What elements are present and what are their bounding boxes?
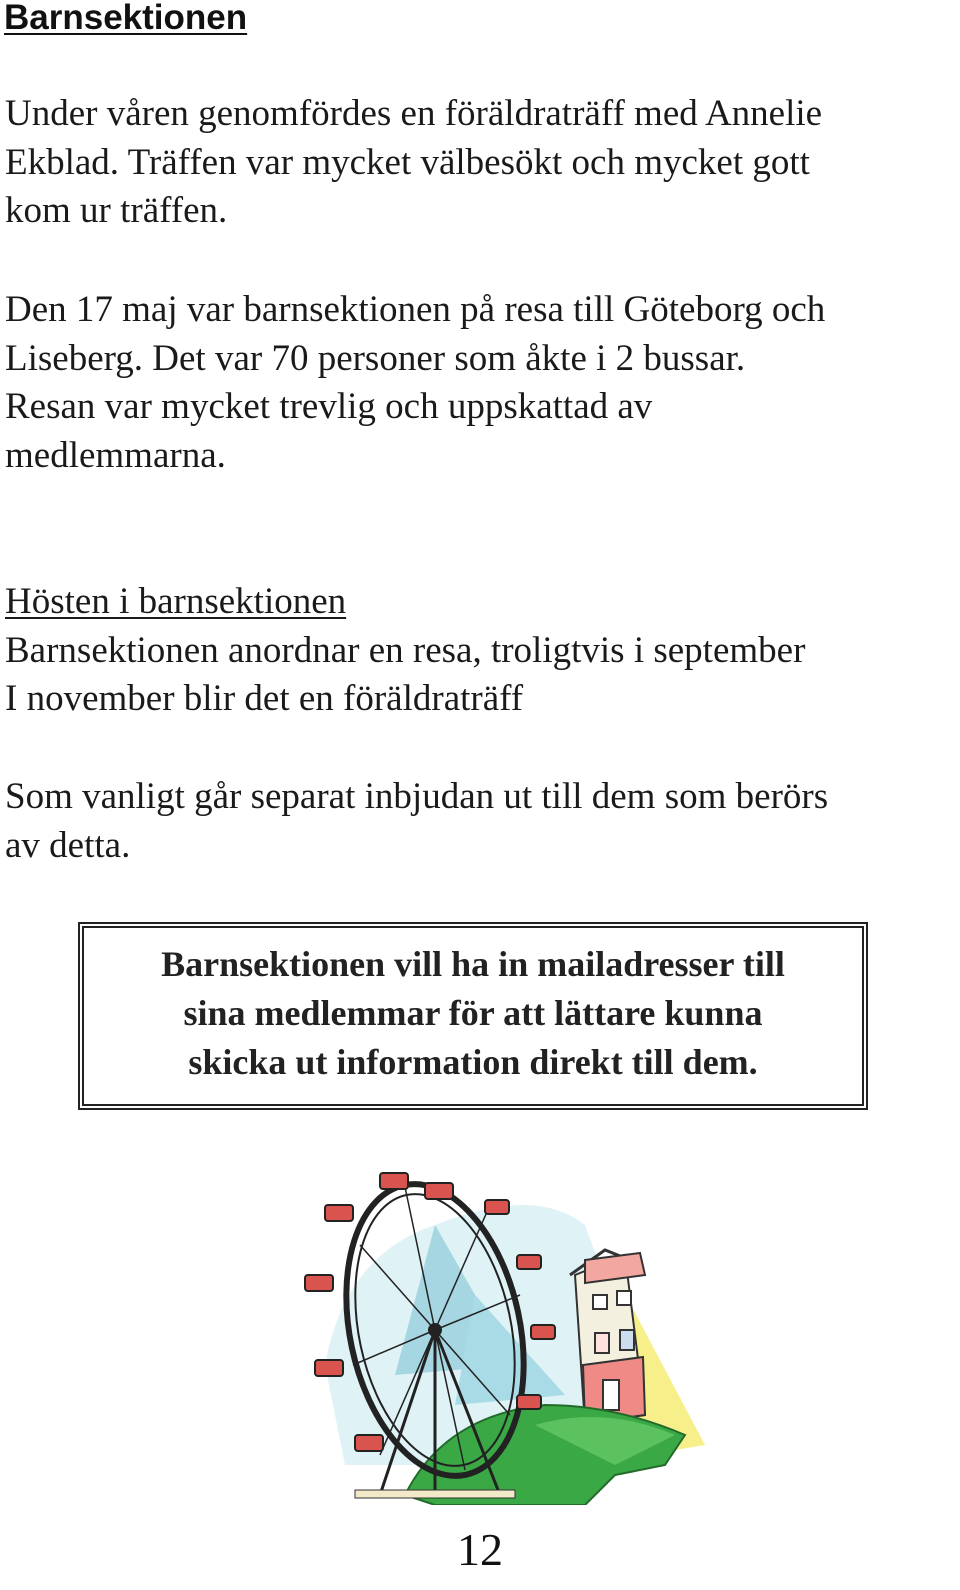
email-notice-box <box>78 922 868 1110</box>
notice-line: skicka ut information direkt till dem. <box>188 1042 758 1082</box>
paragraph-autumn <box>5 578 805 724</box>
autumn-heading: Hösten i barnsektionen <box>5 581 347 622</box>
text-line: medlemmarna. <box>5 434 226 476</box>
text-line: Den 17 maj var barnsektionen på resa till Göteborg och <box>5 289 826 330</box>
wheel-base <box>355 1490 515 1498</box>
notice-line: Barnsektionen vill ha in mailadresser till <box>161 944 785 984</box>
section-heading: Barnsektionen <box>4 0 248 37</box>
text-line: I november blir det en föräldraträff <box>5 678 524 719</box>
text-line: Ekblad. Träffen var mycket välbesökt och mycket gott <box>5 141 810 183</box>
wheel-hub <box>428 1323 442 1337</box>
text-line: Resan var mycket trevlig och uppskattad av <box>5 386 653 427</box>
text-line: av detta. <box>5 824 131 866</box>
text-line: Barnsektionen anordnar en resa, troligtvis i september <box>5 629 806 671</box>
paragraph-trip <box>5 286 825 480</box>
text-line: kom ur träffen. <box>5 190 228 231</box>
notice-line: sina medlemmar för att lättare kunna <box>183 993 763 1033</box>
text-line: Liseberg. Det var 70 personer som åkte i 2 bussar. <box>5 337 746 379</box>
notice-text <box>84 940 862 1087</box>
text-line: Under våren genomfördes en föräldraträff med Annelie <box>5 93 823 134</box>
paragraph-invitation <box>5 773 828 870</box>
ferris-wheel-illustration <box>285 1165 715 1505</box>
page-number: 12 <box>457 1524 503 1575</box>
text-line: Som vanligt går separat inbjudan ut till dem som berörs <box>5 776 829 817</box>
paragraph-parent-meeting <box>5 90 822 236</box>
